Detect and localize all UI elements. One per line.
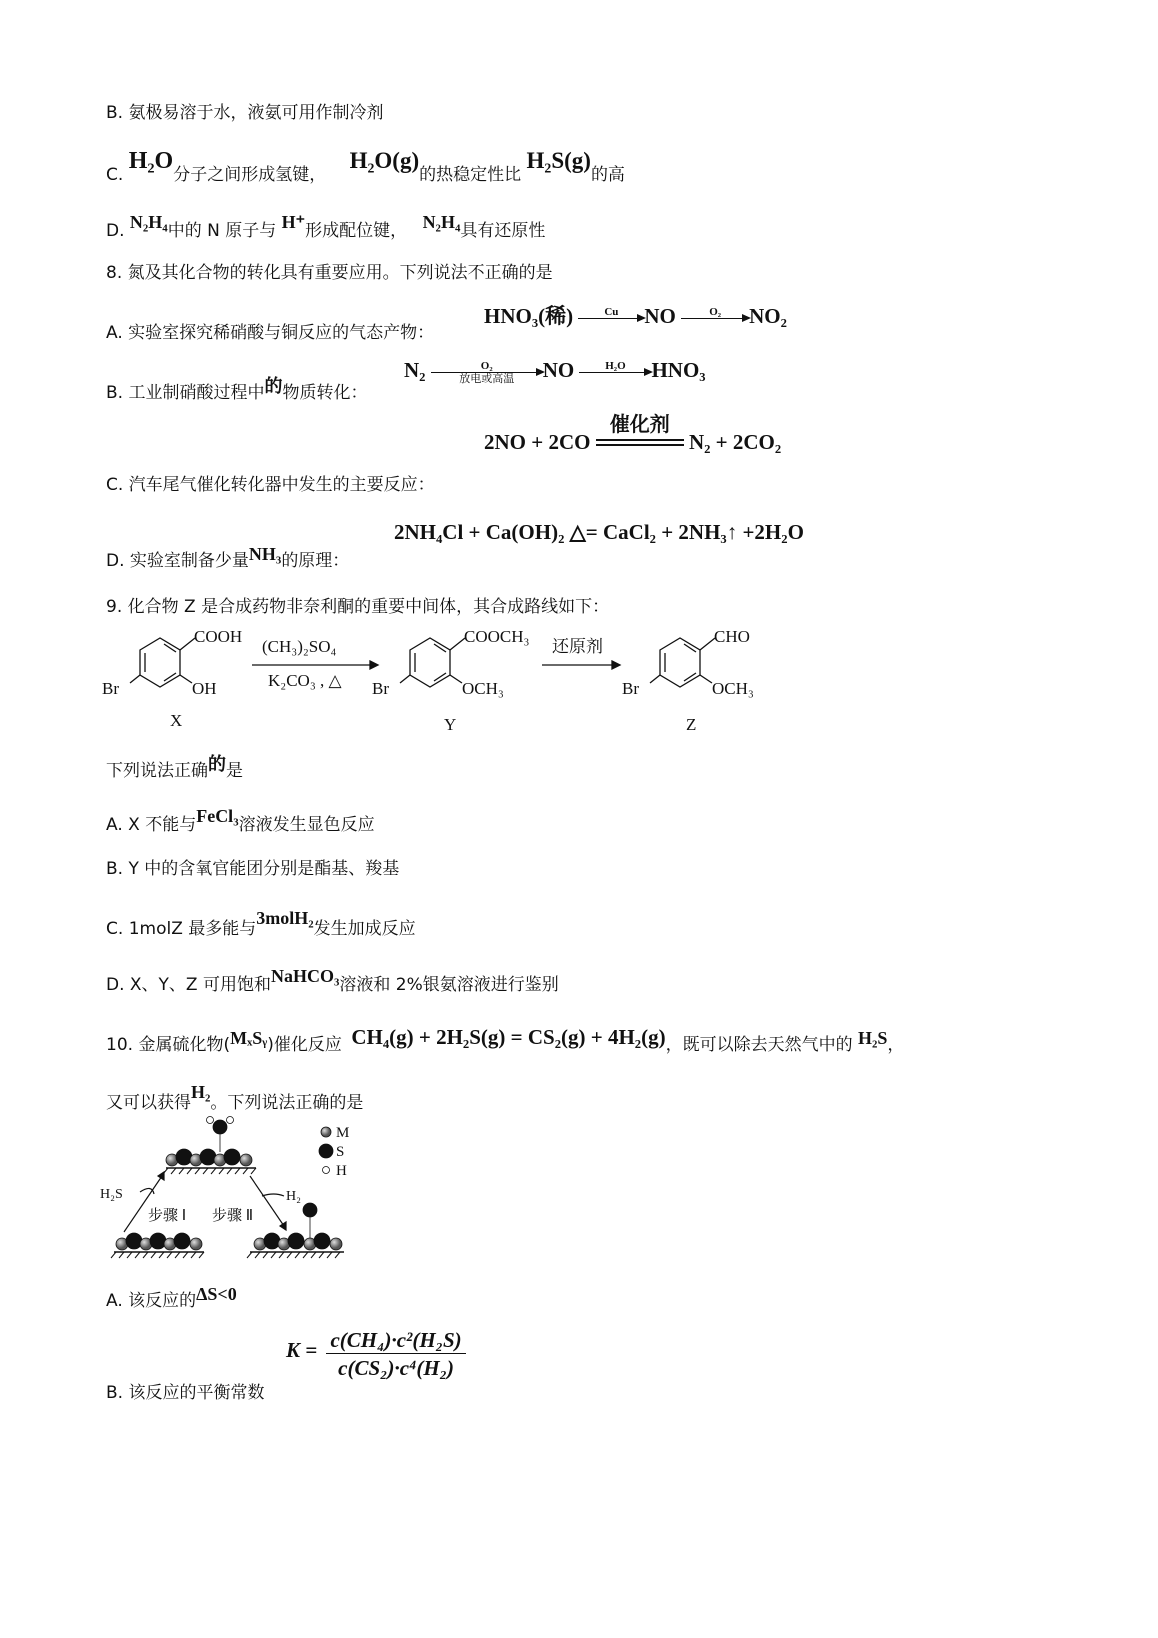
q7-option-b: B. 氨极易溶于水，液氨可用作制冷剂 xyxy=(106,103,384,123)
q9-option-d: D. X、Y、Z 可用饱和NaHCO₃溶液和 2%银氨溶液进行鉴别 xyxy=(106,966,559,995)
arrow: H₂O xyxy=(579,360,651,385)
q9-option-a: A. X 不能与FeCl₃溶液发生显色反应 xyxy=(106,806,375,835)
q8-a-scheme: HNO₃(稀) Cu NO O₂ NO₂ xyxy=(484,300,787,331)
q8-b-scheme: N₂ O₂ 放电或高温 NO H₂O HNO₃ xyxy=(404,358,706,385)
svg-text:OCH₃: OCH₃ xyxy=(462,679,504,698)
svg-text:步骤 Ⅰ: 步骤 Ⅰ xyxy=(148,1208,187,1224)
svg-text:H₂S: H₂S xyxy=(100,1187,123,1202)
svg-text:X: X xyxy=(170,711,183,730)
q7-option-c: C. H₂O分子之间形成氢键， H₂O(g)的热稳定性比 H₂S(g)的高 xyxy=(106,148,625,185)
arrow: O₂ 放电或高温 xyxy=(431,360,543,385)
q9-option-c: C. 1molZ 最多能与3molH₂发生加成反应 xyxy=(106,908,416,939)
x-benzene-ring xyxy=(140,638,180,687)
svg-text:(CH₃)₂SO₄: (CH₃)₂SO₄ xyxy=(262,637,337,656)
formula-h2o-g: H₂O(g) xyxy=(349,148,420,173)
svg-text:Y: Y xyxy=(444,715,457,734)
q8-option-a: A. 实验室探究稀硝酸与铜反应的气态产物： xyxy=(106,323,435,343)
catalyst-label: 催化剂 xyxy=(609,412,670,436)
svg-text:COOCH₃: COOCH₃ xyxy=(464,627,530,646)
svg-text:M: M xyxy=(336,1125,350,1141)
q9-question: 下列说法正确的是 xyxy=(106,754,243,781)
q8-c-equation: 2NO + 2CO 催化剂 N₂ + 2CO₂ xyxy=(484,408,781,446)
q10-mechanism-diagram xyxy=(100,1114,370,1264)
formula-n2h4: N₂H₄ xyxy=(129,212,168,232)
svg-text:CHO: CHO xyxy=(714,627,750,646)
q8-d-equation: 2NH₄Cl + Ca(OH)₂ △= CaCl₂ + 2NH₃↑ +2H₂O xyxy=(394,520,804,544)
formula-n2h4: N₂H₄ xyxy=(422,212,461,232)
q8-option-d: D. 实验室制备少量NH₃的原理： xyxy=(106,544,350,571)
svg-text:K₂CO₃ , △: K₂CO₃ , △ xyxy=(268,671,342,690)
z-benzene-ring xyxy=(660,638,700,687)
svg-text:OCH₃: OCH₃ xyxy=(712,679,754,698)
svg-text:Z: Z xyxy=(686,715,697,734)
legend xyxy=(319,1127,333,1174)
formula-h2s-g: H₂S(g) xyxy=(526,148,591,173)
arrow: O₂ xyxy=(681,306,749,331)
q9-synthesis-scheme xyxy=(100,620,800,740)
q10-stem-line2: 又可以获得H₂。下列说法正确的是 xyxy=(106,1082,364,1113)
svg-text:OH: OH xyxy=(192,679,217,698)
arrow: Cu xyxy=(578,306,644,331)
y-benzene-ring xyxy=(410,638,450,687)
q10-option-b: B. 该反应的平衡常数 xyxy=(106,1383,265,1403)
q10-option-a: A. 该反应的ΔS<0 xyxy=(106,1284,237,1311)
k-numerator: c(CH₄)·c²(H₂S) xyxy=(330,1328,462,1352)
svg-text:Br: Br xyxy=(372,679,389,698)
svg-text:H₂: H₂ xyxy=(286,1189,301,1204)
q7-option-d: D. N₂H₄中的 N 原子与 H⁺形成配位键， N₂H₄具有还原性 xyxy=(106,212,546,241)
formula-h-plus: H⁺ xyxy=(281,212,306,232)
equilibrium-constant: K = $\frac{\text{c(CH₄)·c²(H₂S)}}{\text{c(CS₂)·c⁴(H₂)}}$ xyxy=(286,1328,466,1381)
svg-text:还原剂: 还原剂 xyxy=(552,637,603,656)
q8-option-b: B. 工业制硝酸过程中的物质转化： xyxy=(106,376,368,403)
q10-stem: 10. 金属硫化物(MₓSᵧ)催化反应 CH₄(g) + 2H₂S(g) = CS₂(g) + 4H₂(g)，既可以除去天然气中的 H₂S， xyxy=(106,1025,905,1055)
svg-text:COOH: COOH xyxy=(194,627,243,646)
q9-option-b: B. Y 中的含氧官能团分别是酯基、羧基 xyxy=(106,859,400,879)
svg-text:H: H xyxy=(336,1163,347,1179)
svg-text:步骤 Ⅱ: 步骤 Ⅱ xyxy=(212,1208,254,1224)
q9-stem: 9. 化合物 Z 是合成药物非奈利酮的重要中间体，其合成路线如下： xyxy=(106,597,610,617)
svg-text:Br: Br xyxy=(622,679,639,698)
svg-text:S: S xyxy=(336,1144,345,1160)
q8-stem: 8. 氮及其化合物的转化具有重要应用。下列说法不正确的是 xyxy=(106,263,553,283)
formula-h2o: H₂O xyxy=(128,148,174,174)
k-denominator: c(CS₂)·c⁴(H₂) xyxy=(326,1353,465,1381)
svg-text:Br: Br xyxy=(102,679,119,698)
q8-option-c: C. 汽车尾气催化转化器中发生的主要反应： xyxy=(106,475,435,495)
